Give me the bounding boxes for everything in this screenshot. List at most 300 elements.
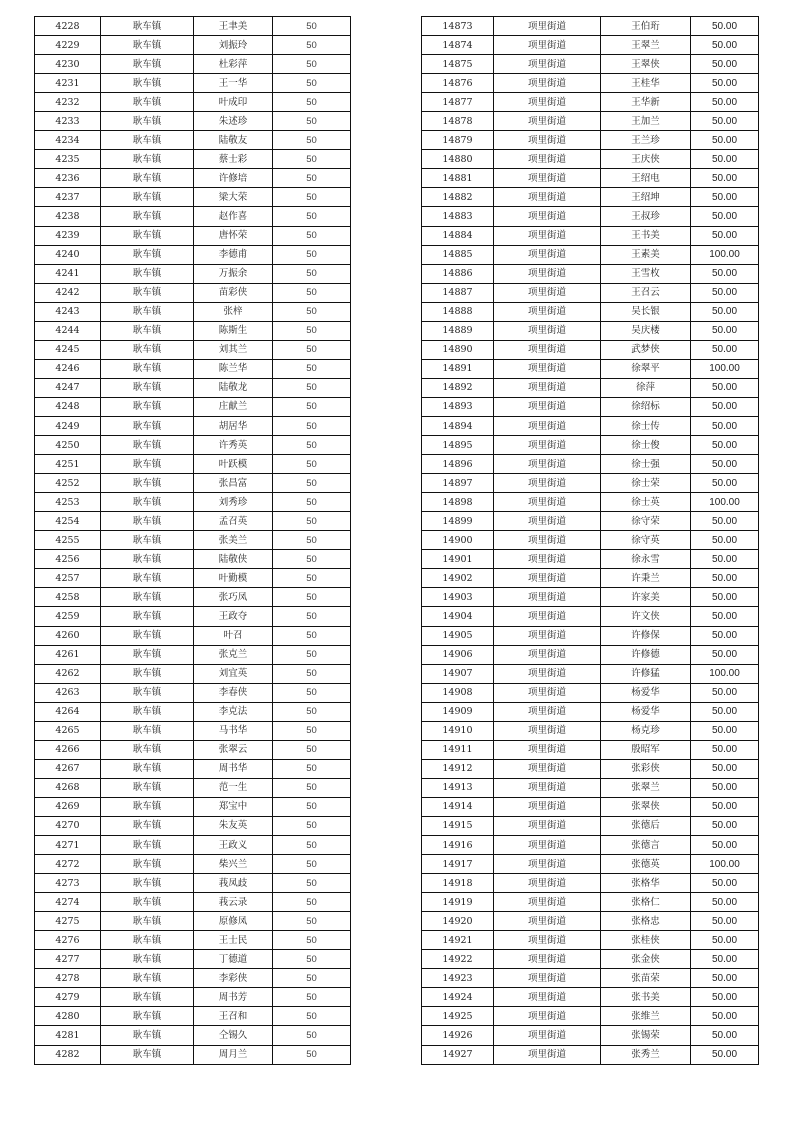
table-row <box>422 550 759 569</box>
name-cell: 赵作喜 <box>194 207 273 226</box>
amount-cell: 50 <box>273 245 351 264</box>
amount-cell: 50.00 <box>691 550 759 569</box>
name-cell: 吴庆楼 <box>601 321 691 340</box>
table-row <box>422 397 759 416</box>
name-cell: 王伯珩 <box>601 17 691 36</box>
name-cell: 周书华 <box>194 759 273 778</box>
town-cell: 项里街道 <box>494 969 601 988</box>
town-cell: 耿车镇 <box>101 245 194 264</box>
amount-cell: 50 <box>273 645 351 664</box>
amount-cell: 50 <box>273 55 351 74</box>
town-cell: 耿车镇 <box>101 950 194 969</box>
name-cell: 王士民 <box>194 931 273 950</box>
table-row <box>35 359 351 378</box>
name-cell: 王政夺 <box>194 607 273 626</box>
table-row <box>422 855 759 874</box>
town-cell: 项里街道 <box>494 474 601 493</box>
table-row <box>35 836 351 855</box>
table-row <box>35 493 351 512</box>
town-cell: 项里街道 <box>494 702 601 721</box>
row-id-cell: 4234 <box>35 131 101 150</box>
table-row <box>422 302 759 321</box>
town-cell: 项里街道 <box>494 740 601 759</box>
amount-cell: 100.00 <box>691 245 759 264</box>
town-cell: 项里街道 <box>494 931 601 950</box>
name-cell: 张格华 <box>601 874 691 893</box>
name-cell: 蔡士彩 <box>194 150 273 169</box>
amount-cell: 50 <box>273 283 351 302</box>
town-cell: 耿车镇 <box>101 607 194 626</box>
row-id-cell: 14890 <box>422 340 494 359</box>
amount-cell: 50 <box>273 721 351 740</box>
amount-cell: 50.00 <box>691 569 759 588</box>
name-cell: 张书美 <box>601 988 691 1007</box>
amount-cell: 50 <box>273 207 351 226</box>
name-cell: 张锡荣 <box>601 1026 691 1045</box>
name-cell: 王政义 <box>194 836 273 855</box>
name-cell: 王桂华 <box>601 74 691 93</box>
table-row <box>35 588 351 607</box>
amount-cell: 50.00 <box>691 931 759 950</box>
table-row <box>35 531 351 550</box>
table-row <box>422 36 759 55</box>
town-cell: 耿车镇 <box>101 836 194 855</box>
town-cell: 项里街道 <box>494 436 601 455</box>
amount-cell: 50 <box>273 607 351 626</box>
table-row <box>422 321 759 340</box>
amount-cell: 50.00 <box>691 340 759 359</box>
amount-cell: 50.00 <box>691 397 759 416</box>
amount-cell: 50.00 <box>691 188 759 207</box>
row-id-cell: 4263 <box>35 683 101 702</box>
town-cell: 项里街道 <box>494 264 601 283</box>
table-row <box>35 512 351 531</box>
table-row <box>422 683 759 702</box>
table-row <box>422 740 759 759</box>
table-row <box>422 169 759 188</box>
name-cell: 王聿美 <box>194 17 273 36</box>
town-cell: 耿车镇 <box>101 207 194 226</box>
town-cell: 耿车镇 <box>101 169 194 188</box>
amount-cell: 50.00 <box>691 816 759 835</box>
name-cell: 叶跃模 <box>194 455 273 474</box>
name-cell: 王书美 <box>601 226 691 245</box>
table-row <box>422 664 759 683</box>
table-row <box>422 607 759 626</box>
amount-cell: 50.00 <box>691 112 759 131</box>
name-cell: 梁大荣 <box>194 188 273 207</box>
amount-cell: 50 <box>273 150 351 169</box>
name-cell: 杜彩萍 <box>194 55 273 74</box>
name-cell: 丁德道 <box>194 950 273 969</box>
row-id-cell: 14892 <box>422 378 494 397</box>
town-cell: 耿车镇 <box>101 512 194 531</box>
name-cell: 庄献兰 <box>194 397 273 416</box>
name-cell: 张德言 <box>601 836 691 855</box>
row-id-cell: 14914 <box>422 797 494 816</box>
row-id-cell: 4260 <box>35 626 101 645</box>
table-row <box>35 378 351 397</box>
name-cell: 万振余 <box>194 264 273 283</box>
name-cell: 李春侠 <box>194 683 273 702</box>
table-row <box>35 950 351 969</box>
table-row <box>35 474 351 493</box>
table-row <box>35 455 351 474</box>
row-id-cell: 14916 <box>422 836 494 855</box>
town-cell: 项里街道 <box>494 569 601 588</box>
name-cell: 张昌富 <box>194 474 273 493</box>
name-cell: 张克兰 <box>194 645 273 664</box>
table-row <box>35 283 351 302</box>
name-cell: 张彩侠 <box>601 759 691 778</box>
amount-cell: 50.00 <box>691 626 759 645</box>
name-cell: 张格仁 <box>601 893 691 912</box>
name-cell: 王一华 <box>194 74 273 93</box>
town-cell: 项里街道 <box>494 950 601 969</box>
name-cell: 王加兰 <box>601 112 691 131</box>
name-cell: 陆敬友 <box>194 131 273 150</box>
name-cell: 张苗荣 <box>601 969 691 988</box>
town-cell: 耿车镇 <box>101 112 194 131</box>
amount-cell: 50 <box>273 740 351 759</box>
name-cell: 张巧凤 <box>194 588 273 607</box>
name-cell: 许家美 <box>601 588 691 607</box>
name-cell: 王召云 <box>601 283 691 302</box>
name-cell: 叶召 <box>194 626 273 645</box>
amount-cell: 50 <box>273 550 351 569</box>
table-row <box>422 759 759 778</box>
amount-cell: 50.00 <box>691 264 759 283</box>
table-row <box>422 1045 759 1064</box>
name-cell: 周月兰 <box>194 1045 273 1064</box>
amount-cell: 50 <box>273 455 351 474</box>
town-cell: 耿车镇 <box>101 1007 194 1026</box>
row-id-cell: 4269 <box>35 797 101 816</box>
name-cell: 武梦侠 <box>601 340 691 359</box>
name-cell: 朱友英 <box>194 816 273 835</box>
row-id-cell: 14896 <box>422 455 494 474</box>
amount-cell: 50 <box>273 264 351 283</box>
table-row <box>422 55 759 74</box>
town-cell: 耿车镇 <box>101 702 194 721</box>
row-id-cell: 14919 <box>422 893 494 912</box>
town-cell: 项里街道 <box>494 797 601 816</box>
town-cell: 项里街道 <box>494 340 601 359</box>
town-cell: 耿车镇 <box>101 359 194 378</box>
town-cell: 耿车镇 <box>101 474 194 493</box>
table-row <box>35 188 351 207</box>
table-row <box>35 169 351 188</box>
name-cell: 张美兰 <box>194 531 273 550</box>
table-row <box>422 493 759 512</box>
name-cell: 孟召英 <box>194 512 273 531</box>
amount-cell: 50.00 <box>691 283 759 302</box>
table-row <box>422 112 759 131</box>
row-id-cell: 14925 <box>422 1007 494 1026</box>
name-cell: 王兰珍 <box>601 131 691 150</box>
table-row <box>422 17 759 36</box>
row-id-cell: 4258 <box>35 588 101 607</box>
left-roster-table <box>34 16 351 1065</box>
row-id-cell: 14880 <box>422 150 494 169</box>
row-id-cell: 14920 <box>422 912 494 931</box>
amount-cell: 50 <box>273 1007 351 1026</box>
name-cell: 莪云录 <box>194 893 273 912</box>
row-id-cell: 14923 <box>422 969 494 988</box>
name-cell: 徐翠平 <box>601 359 691 378</box>
town-cell: 耿车镇 <box>101 816 194 835</box>
amount-cell: 50 <box>273 93 351 112</box>
row-id-cell: 4264 <box>35 702 101 721</box>
amount-cell: 50 <box>273 1026 351 1045</box>
table-row <box>35 569 351 588</box>
table-row <box>422 1026 759 1045</box>
town-cell: 项里街道 <box>494 188 601 207</box>
amount-cell: 50.00 <box>691 893 759 912</box>
town-cell: 耿车镇 <box>101 416 194 435</box>
name-cell: 刘秀珍 <box>194 493 273 512</box>
amount-cell: 50.00 <box>691 131 759 150</box>
name-cell: 徐守英 <box>601 531 691 550</box>
town-cell: 耿车镇 <box>101 740 194 759</box>
town-cell: 项里街道 <box>494 626 601 645</box>
table-row <box>422 531 759 550</box>
town-cell: 项里街道 <box>494 359 601 378</box>
amount-cell: 50.00 <box>691 607 759 626</box>
amount-cell: 50.00 <box>691 721 759 740</box>
table-row <box>35 664 351 683</box>
town-cell: 项里街道 <box>494 226 601 245</box>
name-cell: 许秀英 <box>194 436 273 455</box>
row-id-cell: 4273 <box>35 874 101 893</box>
amount-cell: 50 <box>273 474 351 493</box>
town-cell: 耿车镇 <box>101 378 194 397</box>
table-row <box>35 1045 351 1064</box>
row-id-cell: 14904 <box>422 607 494 626</box>
name-cell: 陈斯生 <box>194 321 273 340</box>
amount-cell: 50 <box>273 912 351 931</box>
town-cell: 耿车镇 <box>101 264 194 283</box>
name-cell: 徐士荣 <box>601 474 691 493</box>
town-cell: 项里街道 <box>494 36 601 55</box>
table-row <box>35 302 351 321</box>
name-cell: 张德英 <box>601 855 691 874</box>
row-id-cell: 4230 <box>35 55 101 74</box>
row-id-cell: 4265 <box>35 721 101 740</box>
amount-cell: 50.00 <box>691 93 759 112</box>
row-id-cell: 14887 <box>422 283 494 302</box>
row-id-cell: 4277 <box>35 950 101 969</box>
table-row <box>35 702 351 721</box>
amount-cell: 50 <box>273 112 351 131</box>
town-cell: 耿车镇 <box>101 664 194 683</box>
row-id-cell: 4270 <box>35 816 101 835</box>
row-id-cell: 4274 <box>35 893 101 912</box>
table-row <box>35 397 351 416</box>
table-row <box>35 207 351 226</box>
name-cell: 范一生 <box>194 778 273 797</box>
name-cell: 仝锡久 <box>194 1026 273 1045</box>
town-cell: 项里街道 <box>494 1045 601 1064</box>
amount-cell: 50 <box>273 436 351 455</box>
town-cell: 项里街道 <box>494 112 601 131</box>
row-id-cell: 14913 <box>422 778 494 797</box>
row-id-cell: 14882 <box>422 188 494 207</box>
town-cell: 项里街道 <box>494 93 601 112</box>
name-cell: 叶成印 <box>194 93 273 112</box>
amount-cell: 50.00 <box>691 321 759 340</box>
row-id-cell: 14902 <box>422 569 494 588</box>
name-cell: 徐士英 <box>601 493 691 512</box>
name-cell: 杨爱华 <box>601 683 691 702</box>
table-row <box>35 264 351 283</box>
row-id-cell: 14877 <box>422 93 494 112</box>
table-row <box>35 607 351 626</box>
right-roster-table <box>421 16 759 1065</box>
table-row <box>422 188 759 207</box>
town-cell: 项里街道 <box>494 150 601 169</box>
row-id-cell: 4253 <box>35 493 101 512</box>
amount-cell: 50.00 <box>691 588 759 607</box>
amount-cell: 50.00 <box>691 874 759 893</box>
amount-cell: 100.00 <box>691 359 759 378</box>
town-cell: 项里街道 <box>494 721 601 740</box>
row-id-cell: 4276 <box>35 931 101 950</box>
row-id-cell: 4232 <box>35 93 101 112</box>
amount-cell: 50.00 <box>691 645 759 664</box>
town-cell: 耿车镇 <box>101 626 194 645</box>
amount-cell: 50 <box>273 588 351 607</box>
town-cell: 耿车镇 <box>101 493 194 512</box>
table-row <box>422 874 759 893</box>
name-cell: 张翠兰 <box>601 778 691 797</box>
amount-cell: 50.00 <box>691 912 759 931</box>
row-id-cell: 14876 <box>422 74 494 93</box>
amount-cell: 50.00 <box>691 836 759 855</box>
town-cell: 项里街道 <box>494 416 601 435</box>
table-row <box>422 931 759 950</box>
name-cell: 王翠侠 <box>601 55 691 74</box>
name-cell: 徐士俊 <box>601 436 691 455</box>
row-id-cell: 4238 <box>35 207 101 226</box>
name-cell: 马书华 <box>194 721 273 740</box>
amount-cell: 50.00 <box>691 969 759 988</box>
row-id-cell: 14888 <box>422 302 494 321</box>
amount-cell: 50.00 <box>691 474 759 493</box>
town-cell: 项里街道 <box>494 664 601 683</box>
table-row <box>422 797 759 816</box>
name-cell: 张梓 <box>194 302 273 321</box>
town-cell: 项里街道 <box>494 302 601 321</box>
name-cell: 唐怀荣 <box>194 226 273 245</box>
table-row <box>35 55 351 74</box>
amount-cell: 50.00 <box>691 512 759 531</box>
table-row <box>35 150 351 169</box>
amount-cell: 50 <box>273 797 351 816</box>
row-id-cell: 14910 <box>422 721 494 740</box>
town-cell: 项里街道 <box>494 131 601 150</box>
name-cell: 许修猛 <box>601 664 691 683</box>
town-cell: 项里街道 <box>494 874 601 893</box>
table-row <box>422 969 759 988</box>
row-id-cell: 14926 <box>422 1026 494 1045</box>
town-cell: 项里街道 <box>494 836 601 855</box>
town-cell: 耿车镇 <box>101 797 194 816</box>
amount-cell: 50 <box>273 664 351 683</box>
row-id-cell: 4229 <box>35 36 101 55</box>
amount-cell: 50 <box>273 836 351 855</box>
name-cell: 杨克珍 <box>601 721 691 740</box>
name-cell: 王绍电 <box>601 169 691 188</box>
amount-cell: 50.00 <box>691 683 759 702</box>
row-id-cell: 14885 <box>422 245 494 264</box>
name-cell: 李德甫 <box>194 245 273 264</box>
town-cell: 耿车镇 <box>101 1026 194 1045</box>
amount-cell: 50 <box>273 131 351 150</box>
town-cell: 耿车镇 <box>101 131 194 150</box>
row-id-cell: 14918 <box>422 874 494 893</box>
table-row <box>422 74 759 93</box>
row-id-cell: 4254 <box>35 512 101 531</box>
town-cell: 项里街道 <box>494 778 601 797</box>
amount-cell: 50.00 <box>691 74 759 93</box>
town-cell: 项里街道 <box>494 245 601 264</box>
name-cell: 柴兴兰 <box>194 855 273 874</box>
table-row <box>422 245 759 264</box>
table-row <box>35 74 351 93</box>
name-cell: 徐守荣 <box>601 512 691 531</box>
town-cell: 项里街道 <box>494 607 601 626</box>
table-row <box>35 550 351 569</box>
name-cell: 陆敬侠 <box>194 550 273 569</box>
town-cell: 项里街道 <box>494 55 601 74</box>
row-id-cell: 4275 <box>35 912 101 931</box>
table-row <box>35 245 351 264</box>
town-cell: 项里街道 <box>494 74 601 93</box>
town-cell: 项里街道 <box>494 378 601 397</box>
town-cell: 项里街道 <box>494 512 601 531</box>
town-cell: 耿车镇 <box>101 759 194 778</box>
amount-cell: 50 <box>273 683 351 702</box>
town-cell: 项里街道 <box>494 683 601 702</box>
table-row <box>422 893 759 912</box>
table-row <box>422 150 759 169</box>
amount-cell: 50.00 <box>691 759 759 778</box>
name-cell: 郑宝中 <box>194 797 273 816</box>
amount-cell: 50 <box>273 969 351 988</box>
row-id-cell: 4262 <box>35 664 101 683</box>
amount-cell: 50.00 <box>691 226 759 245</box>
amount-cell: 50.00 <box>691 302 759 321</box>
table-row <box>422 836 759 855</box>
amount-cell: 50.00 <box>691 455 759 474</box>
table-row <box>35 855 351 874</box>
row-id-cell: 14891 <box>422 359 494 378</box>
row-id-cell: 4228 <box>35 17 101 36</box>
amount-cell: 50 <box>273 778 351 797</box>
name-cell: 王叔珍 <box>601 207 691 226</box>
amount-cell: 50 <box>273 226 351 245</box>
table-row <box>422 588 759 607</box>
town-cell: 项里街道 <box>494 17 601 36</box>
name-cell: 朱述珍 <box>194 112 273 131</box>
town-cell: 耿车镇 <box>101 188 194 207</box>
row-id-cell: 14883 <box>422 207 494 226</box>
amount-cell: 50.00 <box>691 436 759 455</box>
town-cell: 项里街道 <box>494 912 601 931</box>
amount-cell: 50 <box>273 816 351 835</box>
amount-cell: 50 <box>273 702 351 721</box>
